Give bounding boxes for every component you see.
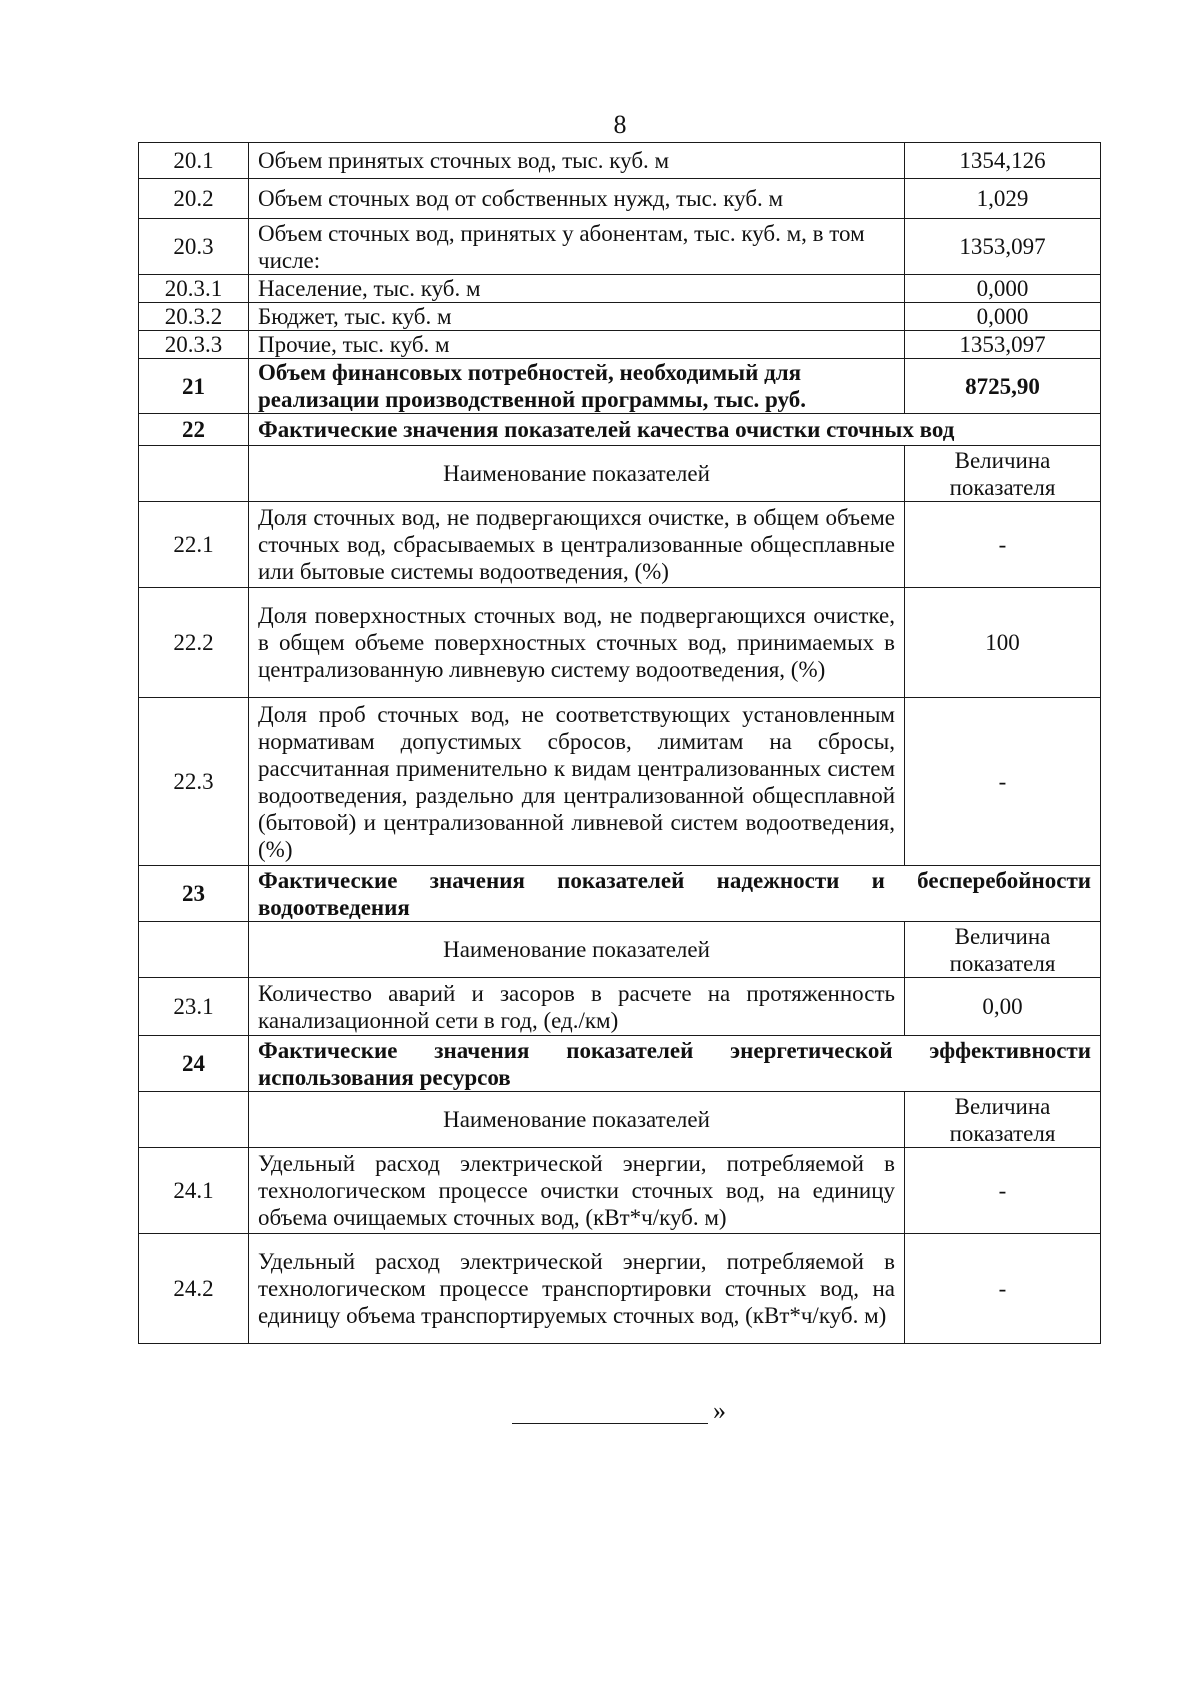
row-number: 20.3.2 — [139, 303, 249, 331]
section-header-row — [139, 1036, 1101, 1092]
row-number: 22.3 — [139, 698, 249, 866]
section-number: 24 — [139, 1036, 249, 1092]
table-row — [139, 359, 1101, 414]
row-value: 0,000 — [905, 275, 1101, 303]
row-name: Доля сточных вод, не подвергающихся очистке, в общем объеме сточных вод, сбрасываемых в централизованные общесплавные или бытовые системы водоотведения, (%) — [249, 502, 905, 588]
closing-quote: » — [713, 1396, 726, 1425]
row-value: 1353,097 — [905, 331, 1101, 359]
column-header-value: Величина показателя — [905, 1092, 1101, 1148]
section-title: Фактические значения показателей энергетической эффективности использования ресурсов — [249, 1036, 1101, 1092]
column-header-row — [139, 922, 1101, 978]
row-number: 21 — [139, 359, 249, 414]
row-number: 23.1 — [139, 978, 249, 1036]
column-header-row — [139, 1092, 1101, 1148]
row-value: 100 — [905, 588, 1101, 698]
column-header-name: Наименование показателей — [249, 1092, 905, 1148]
table-row — [139, 303, 1101, 331]
page-number: 8 — [613, 110, 627, 139]
table-row — [139, 143, 1101, 179]
row-name: Объем финансовых потребностей, необходимый для реализации производственной программы, тыс. руб. — [249, 359, 905, 414]
row-number: 20.3.1 — [139, 275, 249, 303]
table-row — [139, 978, 1101, 1036]
row-number: 24.1 — [139, 1148, 249, 1234]
table-row — [139, 1234, 1101, 1344]
row-value: 0,00 — [905, 978, 1101, 1036]
row-number: 24.2 — [139, 1234, 249, 1344]
row-name: Население, тыс. куб. м — [249, 275, 905, 303]
indicators-table — [138, 142, 1101, 1344]
row-name: Объем сточных вод от собственных нужд, тыс. куб. м — [249, 179, 905, 219]
row-number: 20.3.3 — [139, 331, 249, 359]
row-name: Количество аварий и засоров в расчете на протяженность канализационной сети в год, (ед./км) — [249, 978, 905, 1036]
section-number: 22 — [139, 414, 249, 446]
row-name: Доля проб сточных вод, не соответствующих установленным нормативам допустимых сбросов, лимитам на сбросы, рассчитанная применительно к видам централизованных систем водоотведения, раздельно для централизованной общесплавной (бытовой) и централизованной ливневой систем водоотведения, (%) — [249, 698, 905, 866]
section-title: Фактические значения показателей надежности и бесперебойности водоотведения — [249, 866, 1101, 922]
row-number: 22.2 — [139, 588, 249, 698]
table-row — [139, 502, 1101, 588]
section-header-row — [139, 414, 1101, 446]
table-row — [139, 219, 1101, 275]
table-row — [139, 275, 1101, 303]
signature-line — [512, 1405, 708, 1424]
row-name: Удельный расход электрической энергии, потребляемой в технологическом процессе очистки сточных вод, на единицу объема очищаемых сточных вод, (кВт*ч/куб. м) — [249, 1148, 905, 1234]
row-number: 22.1 — [139, 502, 249, 588]
section-number: 23 — [139, 866, 249, 922]
column-header-name: Наименование показателей — [249, 922, 905, 978]
table-row — [139, 698, 1101, 866]
row-name: Доля поверхностных сточных вод, не подвергающихся очистке, в общем объеме поверхностных сточных вод, принимаемых в централизованную ливневую систему водоотведения, (%) — [249, 588, 905, 698]
column-header-row — [139, 446, 1101, 502]
table-row — [139, 179, 1101, 219]
empty-cell — [139, 446, 249, 502]
column-header-value: Величина показателя — [905, 922, 1101, 978]
row-value: - — [905, 1234, 1101, 1344]
column-header-name: Наименование показателей — [249, 446, 905, 502]
table-row — [139, 588, 1101, 698]
empty-cell — [139, 1092, 249, 1148]
section-header-row — [139, 866, 1101, 922]
row-number: 20.2 — [139, 179, 249, 219]
row-value: 8725,90 — [905, 359, 1101, 414]
row-number: 20.1 — [139, 143, 249, 179]
row-name: Объем принятых сточных вод, тыс. куб. м — [249, 143, 905, 179]
row-value: 1,029 — [905, 179, 1101, 219]
row-value: - — [905, 698, 1101, 866]
row-name: Бюджет, тыс. куб. м — [249, 303, 905, 331]
row-value: 1353,097 — [905, 219, 1101, 275]
row-value: 0,000 — [905, 303, 1101, 331]
row-name: Удельный расход электрической энергии, потребляемой в технологическом процессе транспортировки сточных вод, на единицу объема транспортируемых сточных вод, (кВт*ч/куб. м) — [249, 1234, 905, 1344]
table-row — [139, 1148, 1101, 1234]
row-value: - — [905, 1148, 1101, 1234]
column-header-value: Величина показателя — [905, 446, 1101, 502]
table-row — [139, 331, 1101, 359]
row-value: - — [905, 502, 1101, 588]
empty-cell — [139, 922, 249, 978]
row-name: Объем сточных вод, принятых у абонентам, тыс. куб. м, в том числе: — [249, 219, 905, 275]
section-title: Фактические значения показателей качества очистки сточных вод — [249, 414, 1101, 446]
row-value: 1354,126 — [905, 143, 1101, 179]
row-number: 20.3 — [139, 219, 249, 275]
row-name: Прочие, тыс. куб. м — [249, 331, 905, 359]
